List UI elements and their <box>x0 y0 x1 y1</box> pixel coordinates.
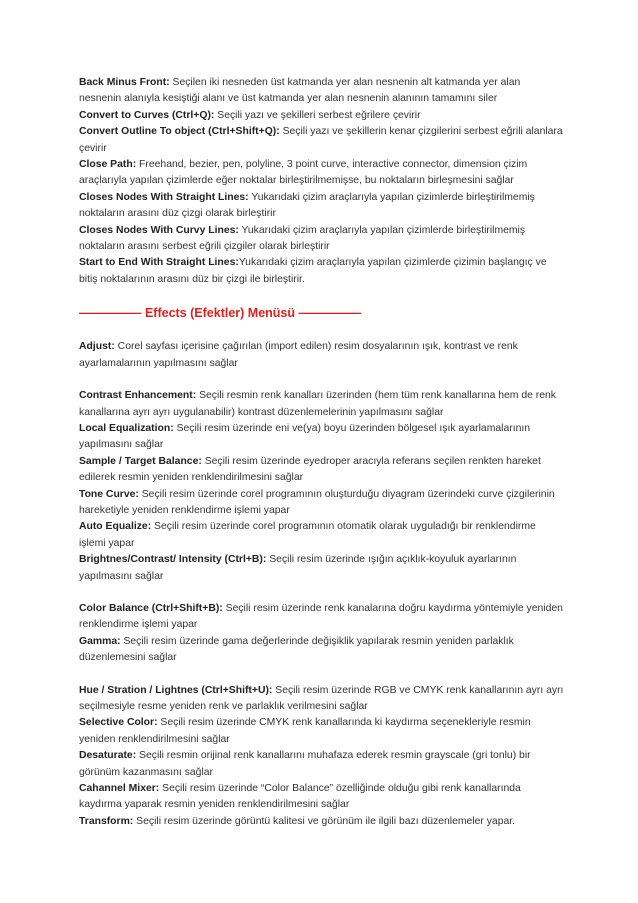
definition-term: Closes Nodes With Straight Lines: <box>79 191 249 203</box>
paragraph-gap <box>79 667 564 683</box>
definition-term: Tone Curve: <box>79 488 139 500</box>
definition-text: Seçili resim üzerinde gama değerlerinde değişiklik yapılarak resmin yeniden parlaklık düzenlemesini sağlar <box>79 635 514 664</box>
definition-text: Yukarıdaki çizim araçlarıyla yapılan çizimlerde çizimin başlangıç ve bitiş noktalarının arasını düz bir çizgi ile birleştirir. <box>79 257 547 285</box>
definition-entry <box>79 190 564 223</box>
definition-term: Local Equalization: <box>79 422 174 434</box>
definition-term: Brightnes/Contrast/ Intensity (Ctrl+B): <box>79 554 267 566</box>
definition-text: Seçili yazı ve şekilleri serbest eğrilere çevirir <box>214 109 421 121</box>
section-heading: ————— Effects (Efektler) Menüsü ————— <box>79 306 361 321</box>
definition-term: Color Balance (Ctrl+Shift+B): <box>79 602 223 614</box>
definition-text: Seçili resim üzerinde ışığın açıklık-koyuluk ayarlarının yapılmasını sağlar <box>79 554 517 582</box>
definition-entry <box>79 519 564 552</box>
definition-text: Seçili resim üzerinde CMYK renk kanallarında ki kaydırma seçenekleriyle resmin yeniden renklendirilmesini sağlar <box>79 717 531 745</box>
definition-term: Cahannel Mixer: <box>79 783 160 795</box>
definition-text: Seçilen iki nesneden üst katmanda yer alan nesnenin alt katmanda yer alan nesnenin alanıyla kesiştiği alanı ve üst katmanda yer alan nesnenin alanının tamamını siler <box>79 77 521 105</box>
definition-entry <box>79 748 564 781</box>
definition-term: Close Path: <box>79 159 137 171</box>
definition-entry <box>79 157 564 190</box>
definition-entry <box>79 255 564 288</box>
definition-entry <box>79 388 564 421</box>
definition-term: Desaturate: <box>79 750 137 762</box>
definition-term: Adjust: <box>79 341 115 353</box>
definition-term: Contrast Enhancement: <box>79 390 197 402</box>
definition-entry <box>79 781 564 814</box>
definition-term: Gamma: <box>79 635 121 647</box>
paragraph-gap <box>79 585 564 601</box>
definition-entry <box>79 223 564 256</box>
definition-entry <box>79 75 564 108</box>
definition-text: Seçili resim üzerinde “Color Balance” özelliğinde olduğu gibi renk kanallarında kaydırma yaparak resmin yeniden renklendirilmesini sağlar <box>79 783 521 811</box>
definition-text: Seçili resim üzerinde corel programının otomatik olarak uyguladığı bir renklendirme işlemi yapar <box>79 521 536 549</box>
definition-term: Selective Color: <box>79 717 158 729</box>
definition-term: Convert to Curves (Ctrl+Q): <box>79 109 215 121</box>
definition-text: Seçili resim üzerinde eyedroper aracıyla referans seçilen renkten hareket edilerek resmin yeniden renklendirilmesini sağlar <box>79 455 541 484</box>
definition-term: Hue / Stration / Lightnes (Ctrl+Shift+U): <box>79 684 273 696</box>
balance-definitions <box>79 601 564 667</box>
definition-text: Seçili resim üzerinde görüntü kalitesi ve görünüm ile ilgili bazı düzenlemeler yapar. <box>133 815 516 827</box>
definition-text: Seçili resim üzerinde corel programının oluşturduğu diyagram üzerindeki curve çizgilerinin hareketiyle yeniden renklendirme işlemi yapar <box>79 488 555 516</box>
definition-entry <box>79 421 564 454</box>
definition-entry <box>79 552 564 585</box>
definition-text: Seçili yazı ve şekillerin kenar çizgilerini serbest eğrili alanlara çevirir <box>79 126 563 154</box>
definition-text: Freehand, bezier, pen, polyline, 3 point curve, interactive connector, dimension çizim araçlarıyla yapılan çizimlerde eğer noktalar birleştirilmemişse, bu noktaların birleşmesini sağlar <box>79 159 528 187</box>
definition-text: Seçili resmin renk kanalları üzerinden (hem tüm renk kanallarına hem de renk kanallarına ayrı ayrı uygulanabilir) kontrast düzenlemelerinin yapılmasını sağlar <box>79 390 556 418</box>
definition-text: Yukarıdaki çizim araçlarıyla yapılan çizimlerde birleştirilmemiş noktaların arasını serbest eğrili çizgiler olarak birleştirir <box>79 224 526 253</box>
definition-entry <box>79 814 564 830</box>
definition-entry <box>79 683 564 716</box>
definition-term: Sample / Target Balance: <box>79 455 202 467</box>
definition-text: Seçili resim üzerinde eni ve(ya) boyu üzerinden bölgesel ışık ayarlamalarının yapılmasını sağlar <box>79 422 531 451</box>
definition-entry <box>79 124 564 157</box>
hue-definitions <box>79 683 564 831</box>
definition-entry <box>79 454 564 487</box>
paragraph-gap <box>79 372 564 388</box>
curves-definitions <box>79 75 564 288</box>
definition-term: Closes Nodes With Curvy Lines: <box>79 224 239 236</box>
definition-entry <box>79 601 564 634</box>
definition-entry <box>79 487 564 520</box>
definition-entry <box>79 339 564 372</box>
definition-entry <box>79 634 564 667</box>
definition-term: Back Minus Front: <box>79 77 170 88</box>
definition-entry <box>79 108 564 124</box>
definition-text: Seçili resim üzerinde RGB ve CMYK renk kanallarının ayrı ayrı seçilmesiyle resme yeniden renk ve parlaklık verilmesini sağlar <box>79 684 564 712</box>
adjust-definitions <box>79 339 564 372</box>
definition-term: Auto Equalize: <box>79 521 152 533</box>
definition-entry <box>79 715 564 748</box>
contrast-definitions <box>79 388 564 585</box>
definition-text: Corel sayfası içerisine çağırılan (import edilen) resim dosyalarının ışık, kontrast ve renk ayarlamalarının yapılmasını sağlar <box>79 341 518 369</box>
definition-text: Seçili resim üzerinde renk kanalarına doğru kaydırma yöntemiyle yeniden renklendirme işlemi yapar <box>79 602 563 631</box>
definition-term: Convert Outline To object (Ctrl+Shift+Q): <box>79 126 280 138</box>
document-page <box>79 75 564 830</box>
definition-text: Seçili resmin orijinal renk kanallarını muhafaza ederek resmin grayscale (gri tonlu) bir görünüm kazanmasını sağlar <box>79 750 531 778</box>
definition-term: Start to End With Straight Lines: <box>79 257 239 269</box>
definition-text: Yukarıdaki çizim araçlarıyla yapılan çizimlerde birleştirilmemiş noktaların arasını düz çizgi olarak birleştirir <box>79 191 535 220</box>
definition-term: Transform: <box>79 815 134 827</box>
